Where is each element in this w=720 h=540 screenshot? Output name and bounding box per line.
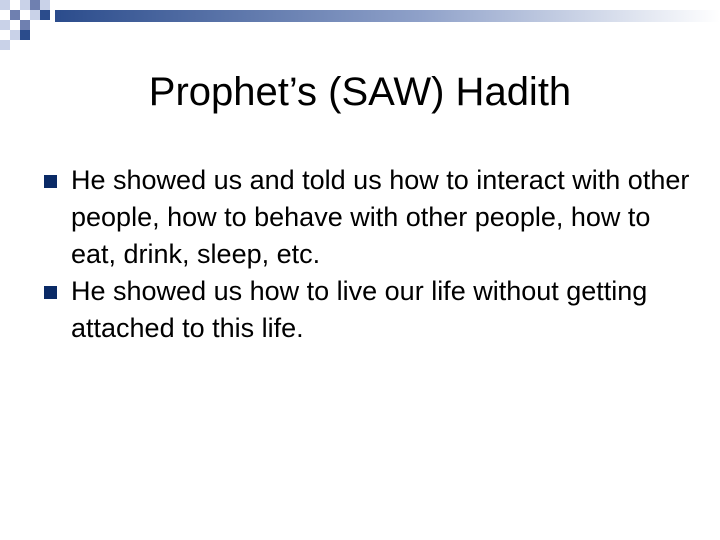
bullet-item [44, 162, 694, 273]
bullet-text: He showed us how to live our life without getting attached to this life. [71, 276, 648, 343]
decorative-header-pattern [0, 0, 720, 50]
bullet-item [44, 273, 694, 347]
bullet-list [44, 162, 694, 347]
bullet-text: He showed us and told us how to interact with other people, how to behave with other people, how to eat, drink, sleep, etc. [71, 165, 690, 269]
slide-title: Prophet’s (SAW) Hadith [148, 70, 572, 114]
square-bullet-icon [44, 175, 57, 188]
square-bullet-icon [44, 286, 57, 299]
